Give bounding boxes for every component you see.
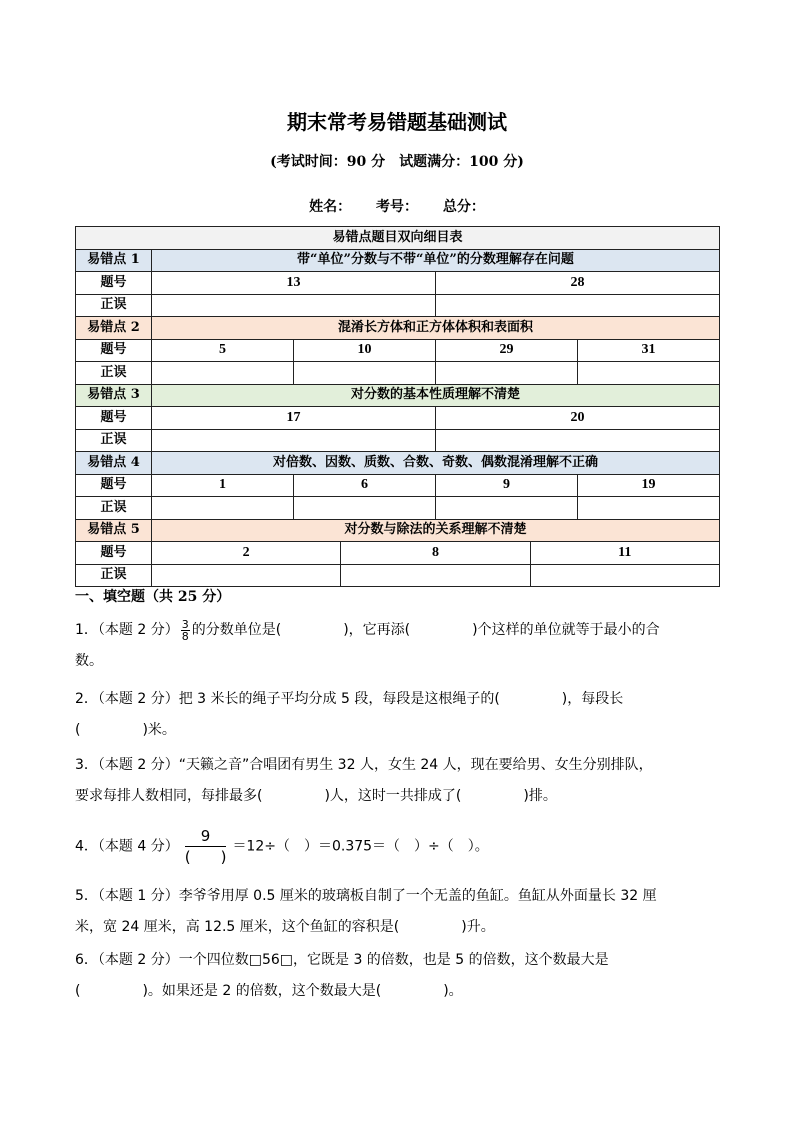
answer-cell[interactable] (152, 294, 436, 317)
question-prefix: 2．（本题 2 分） (75, 691, 179, 707)
question-prefix: 3．（本题 2 分） (75, 757, 179, 773)
answer-cell[interactable] (152, 429, 436, 452)
group-desc: 带“单位”分数与不带“单位”的分数理解存在问题 (152, 249, 720, 272)
group-desc: 对分数与除法的关系理解不清楚 (152, 519, 720, 542)
answer-cell[interactable] (152, 564, 341, 587)
row-label-ans: 正误 (76, 564, 152, 587)
row-label-ans: 正误 (76, 362, 152, 385)
group-label: 易错点 4 (76, 452, 152, 475)
question-3: 3．（本题 2 分）“天籁之音”合唱团有男生 32 人，女生 24 人，现在要给男、女生分别排队， 要求每排人数相同，每排最多( )人，这时一共排成了( )排。 (75, 757, 653, 804)
answer-cell[interactable] (577, 497, 719, 520)
question-number: 17 (152, 407, 436, 430)
question-prefix: 4．（本题 4 分） (75, 838, 179, 855)
student-info-line (0, 196, 794, 216)
question-number: 8 (341, 542, 530, 565)
row-label-q: 题号 (76, 474, 152, 497)
section-heading: 一、填空题（共 25 分） (75, 589, 231, 605)
question-prefix: 1．（本题 2 分） (75, 622, 179, 638)
row-label-ans: 正误 (76, 429, 152, 452)
answer-cell[interactable] (435, 429, 719, 452)
error-point-table (75, 226, 720, 587)
question-number: 29 (435, 339, 577, 362)
group-label: 易错点 1 (76, 249, 152, 272)
answer-cell[interactable] (152, 362, 294, 385)
question-6: 6．（本题 2 分）一个四位数□56□，它既是 3 的倍数，也是 5 的倍数，这个数最大是 ( )。如果还是 2 的倍数，这个数最大是( )。 (75, 952, 609, 999)
question-number: 10 (293, 339, 435, 362)
question-number: 31 (577, 339, 719, 362)
answer-cell[interactable] (530, 564, 719, 587)
question-5: 5．（本题 1 分）李爷爷用厚 0.5 厘米的玻璃板自制了一个无盖的鱼缸。鱼缸从外面量长 32 厘 米，宽 24 厘米，高 12.5 厘米，这个鱼缸的容积是( )升。 (75, 888, 657, 935)
question-number: 11 (530, 542, 719, 565)
answer-cell[interactable] (341, 564, 530, 587)
question-number: 6 (293, 474, 435, 497)
fraction: 9 ( ) (184, 827, 227, 866)
group-desc: 对倍数、因数、质数、合数、奇数、偶数混淆理解不正确 (152, 452, 720, 475)
answer-cell[interactable] (152, 497, 294, 520)
row-label-q: 题号 (76, 407, 152, 430)
row-label-ans: 正误 (76, 497, 152, 520)
score-label: 总分： (442, 199, 485, 215)
question-number: 1 (152, 474, 294, 497)
group-label: 易错点 3 (76, 384, 152, 407)
answer-cell[interactable] (435, 497, 577, 520)
name-label: 姓名： (309, 199, 352, 215)
answer-cell[interactable] (293, 497, 435, 520)
question-4: 4．（本题 4 分） 9 ( ) ＝12÷（ ）＝0.375＝（ ）÷（ ）。 (75, 827, 489, 866)
group-label: 易错点 5 (76, 519, 152, 542)
row-label-ans: 正误 (76, 294, 152, 317)
group-desc: 混淆长方体和正方体体积和表面积 (152, 317, 720, 340)
exam-info: (考试时间：90 分 试题满分：100 分) (270, 154, 524, 170)
fraction: $\frac{3}{8}$ (181, 617, 189, 643)
question-number: 20 (435, 407, 719, 430)
question-number: 28 (435, 272, 719, 295)
group-desc: 对分数的基本性质理解不清楚 (152, 384, 720, 407)
table-caption: 易错点题目双向细目表 (76, 227, 720, 250)
row-label-q: 题号 (76, 339, 152, 362)
id-label: 考号： (376, 199, 418, 215)
question-prefix: 5．（本题 1 分） (75, 888, 179, 904)
row-label-q: 题号 (76, 272, 152, 295)
question-number: 5 (152, 339, 294, 362)
question-number: 2 (152, 542, 341, 565)
row-label-q: 题号 (76, 542, 152, 565)
question-number: 19 (577, 474, 719, 497)
question-number: 13 (152, 272, 436, 295)
question-2: 2．（本题 2 分）把 3 米长的绳子平均分成 5 段，每段是这根绳子的( )，每段长 ( )米。 (75, 691, 624, 738)
group-label: 易错点 2 (76, 317, 152, 340)
answer-cell[interactable] (293, 362, 435, 385)
answer-cell[interactable] (577, 362, 719, 385)
question-1: 1．（本题 2 分） $\frac{3}{8}$ 的分数单位是( )，它再添( )个这样的单位就等于最小的合 数。 (75, 617, 660, 669)
answer-cell[interactable] (435, 294, 719, 317)
page-title: 期末常考易错题基础测试 (287, 110, 507, 134)
question-prefix: 6．（本题 2 分） (75, 952, 179, 968)
question-number: 9 (435, 474, 577, 497)
answer-cell[interactable] (435, 362, 577, 385)
